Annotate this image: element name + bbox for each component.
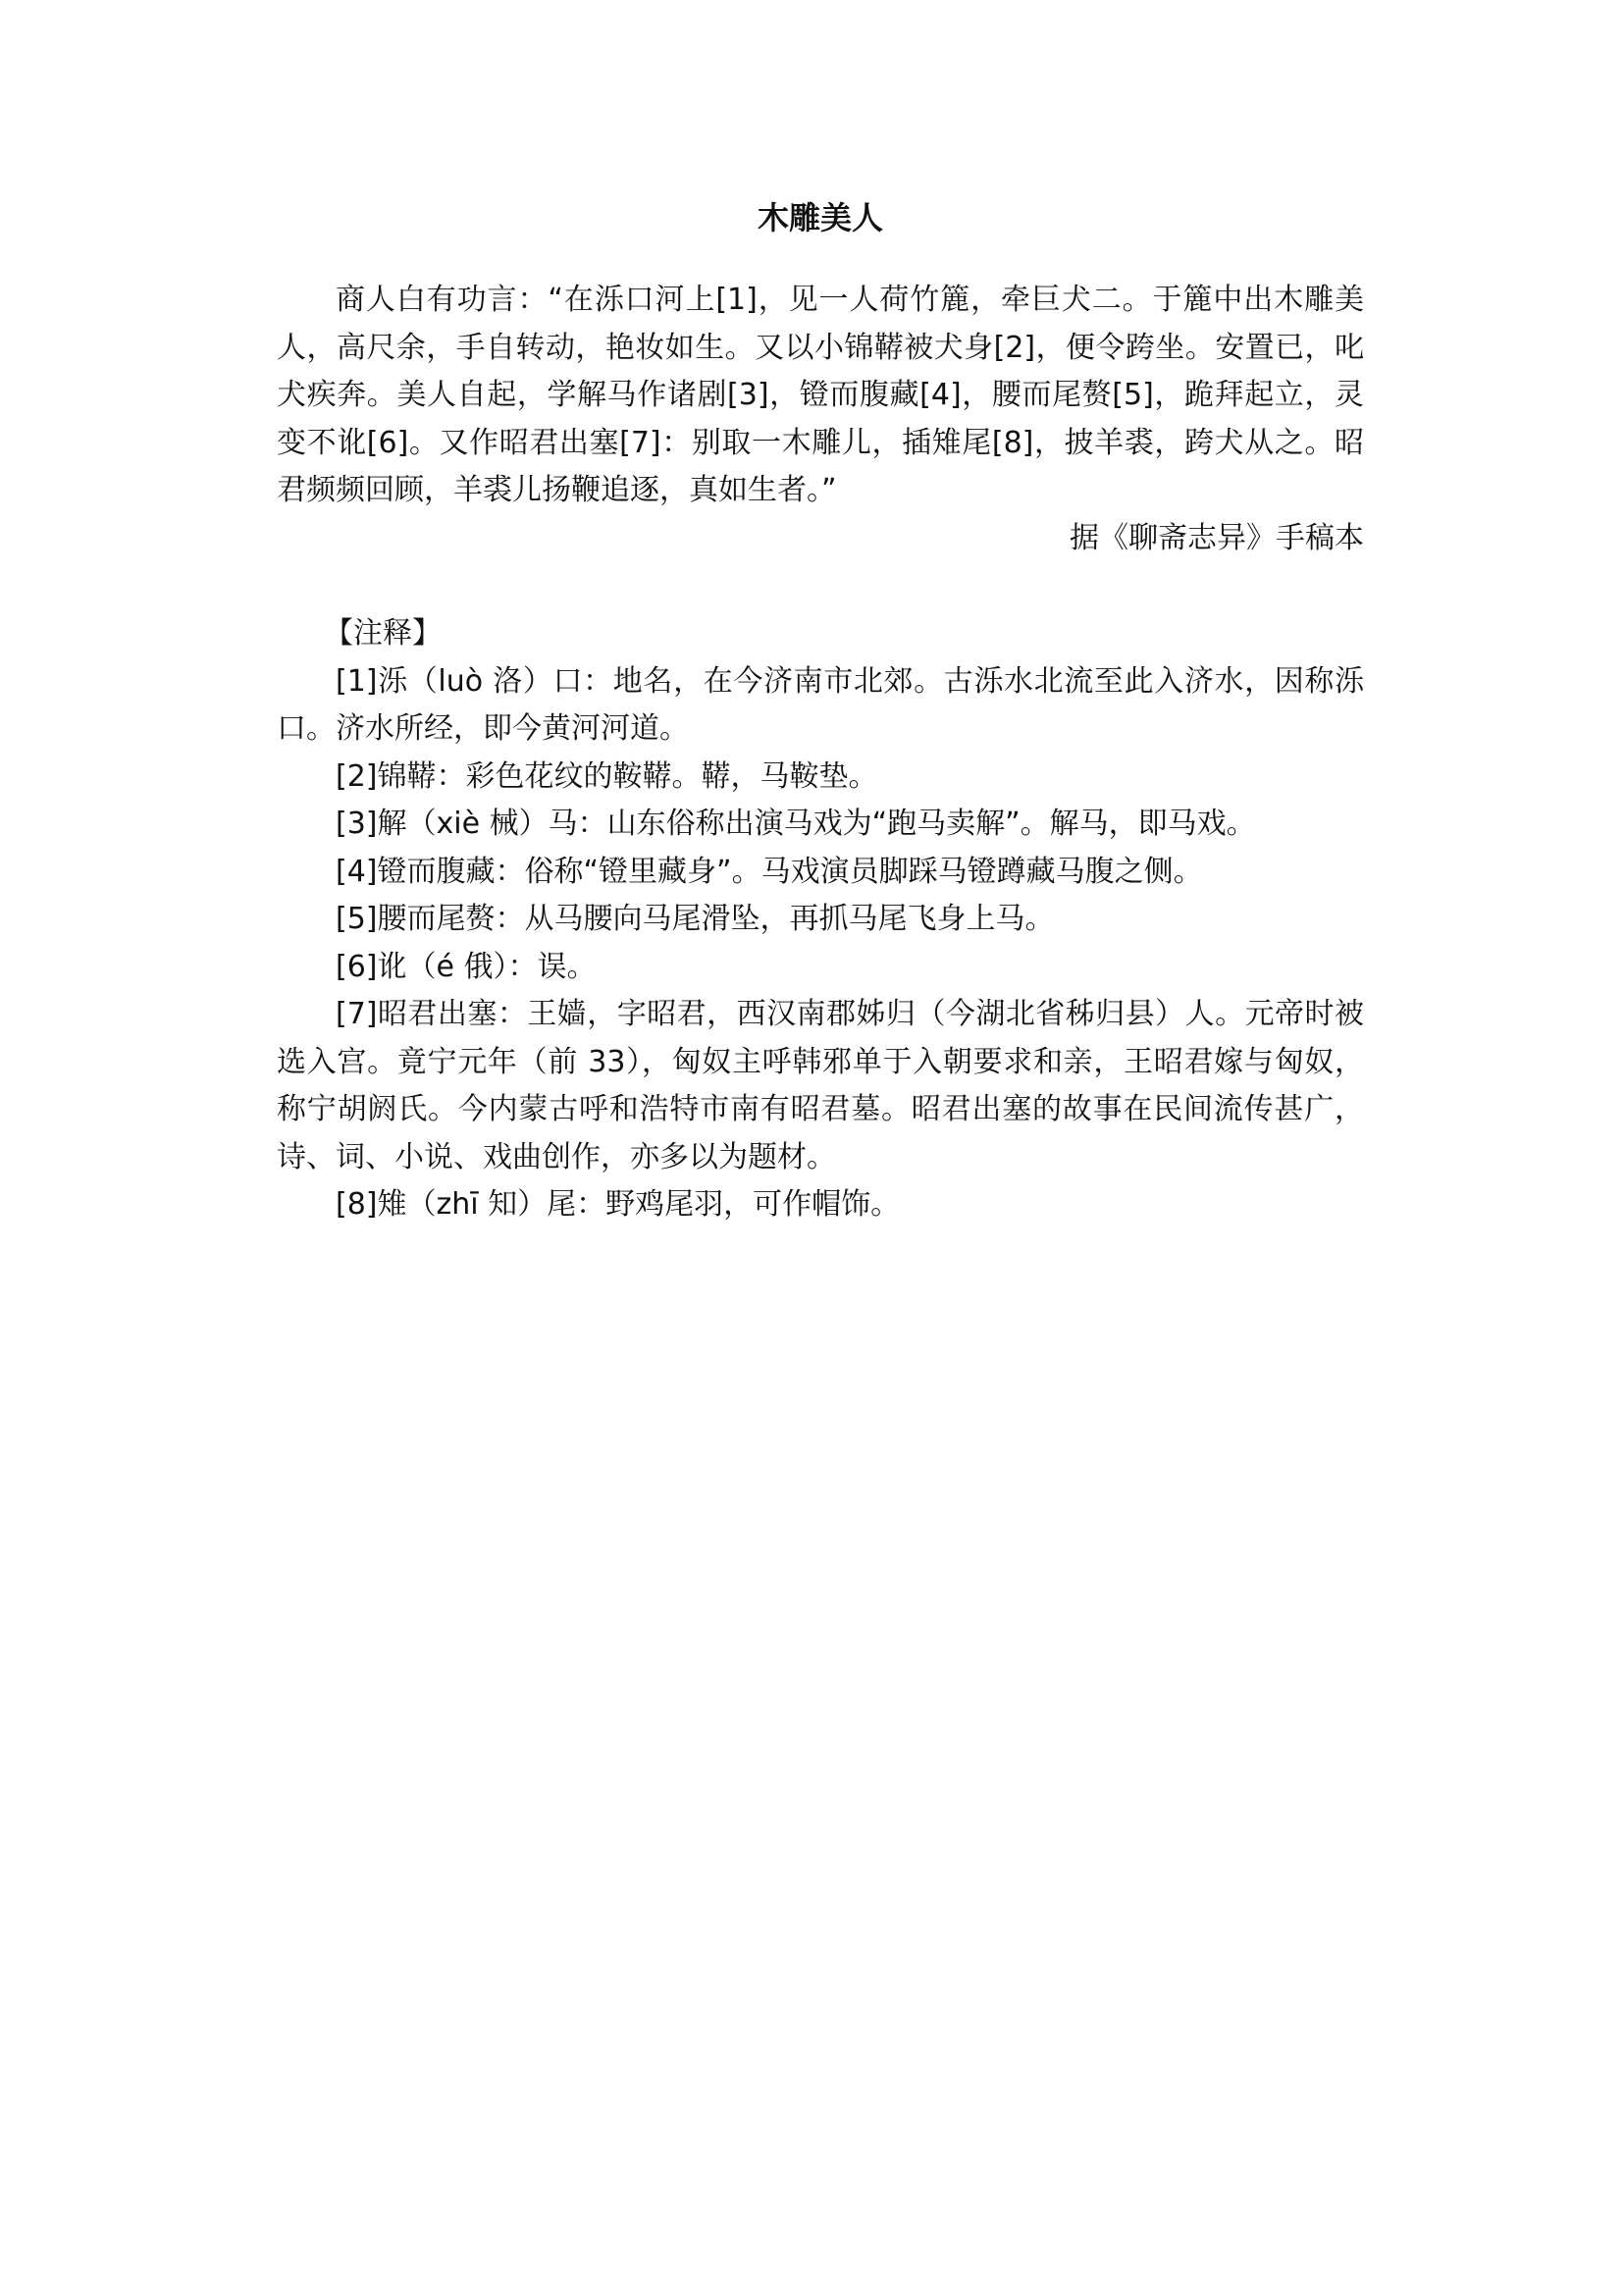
note-3: [3]解（xiè 械）马：山东俗称出演马戏为“跑马卖解”。解马，即马戏。 — [336, 807, 1256, 841]
notes-heading: 【注释】 — [324, 616, 442, 651]
document-page — [277, 194, 1364, 1229]
document-title: 木雕美人 — [757, 199, 883, 236]
main-paragraph: 商人白有功言：“在泺口河上[1]，见一人荷竹簏，牵巨犬二。于簏中出木雕美人，高尺余，手自转动，艳妆如生。又以小锦鞯被犬身[2]，便令跨坐。安置已，叱犬疾奔。美人自起，学解马作诸剧[3]，镫而腹藏[4]，腰而尾赘[5]，跪拜起立，灵变不讹[6]。又作昭君出塞[7]：别取一木雕儿，插雉尾[8]，披羊裘，跨犬从之。昭君频频回顾，羊裘儿扬鞭追逐，真如生者。” — [277, 283, 1364, 507]
note-4: [4]镫而腹藏：俗称“镫里藏身”。马戏演员脚踩马镫蹲藏马腹之侧。 — [336, 854, 1203, 889]
source-citation: 据《聊斋志异》手稿本 — [1070, 520, 1364, 555]
note-1: [1]泺（luò 洛）口：地名，在今济南市北郊。古泺水北流至此入济水，因称泺口。济水所经，即今黄河河道。 — [277, 663, 1364, 746]
notes-section — [277, 610, 1364, 1229]
note-5: [5]腰而尾赘：从马腰向马尾滑坠，再抓马尾飞身上马。 — [336, 902, 1055, 936]
note-8: [8]雉（zhī 知）尾：野鸡尾羽，可作帽饰。 — [336, 1187, 901, 1222]
note-6: [6]讹（é 俄）：误。 — [336, 949, 597, 984]
note-7: [7]昭君出塞：王嫱，字昭君，西汉南郡姊归（今湖北省秭归县）人。元帝时被选入宫。竟宁元年（前 33），匈奴主呼韩邪单于入朝要求和亲，王昭君嫁与匈奴，称宁胡阏氏。今内蒙古呼和浩特市南有昭君墓。昭君出塞的故事在民间流传甚广，诗、词、小说、戏曲创作，亦多以为题材。 — [277, 997, 1364, 1174]
note-2: [2]锦鞯：彩色花纹的鞍鞯。鞯，马鞍垫。 — [336, 758, 878, 794]
